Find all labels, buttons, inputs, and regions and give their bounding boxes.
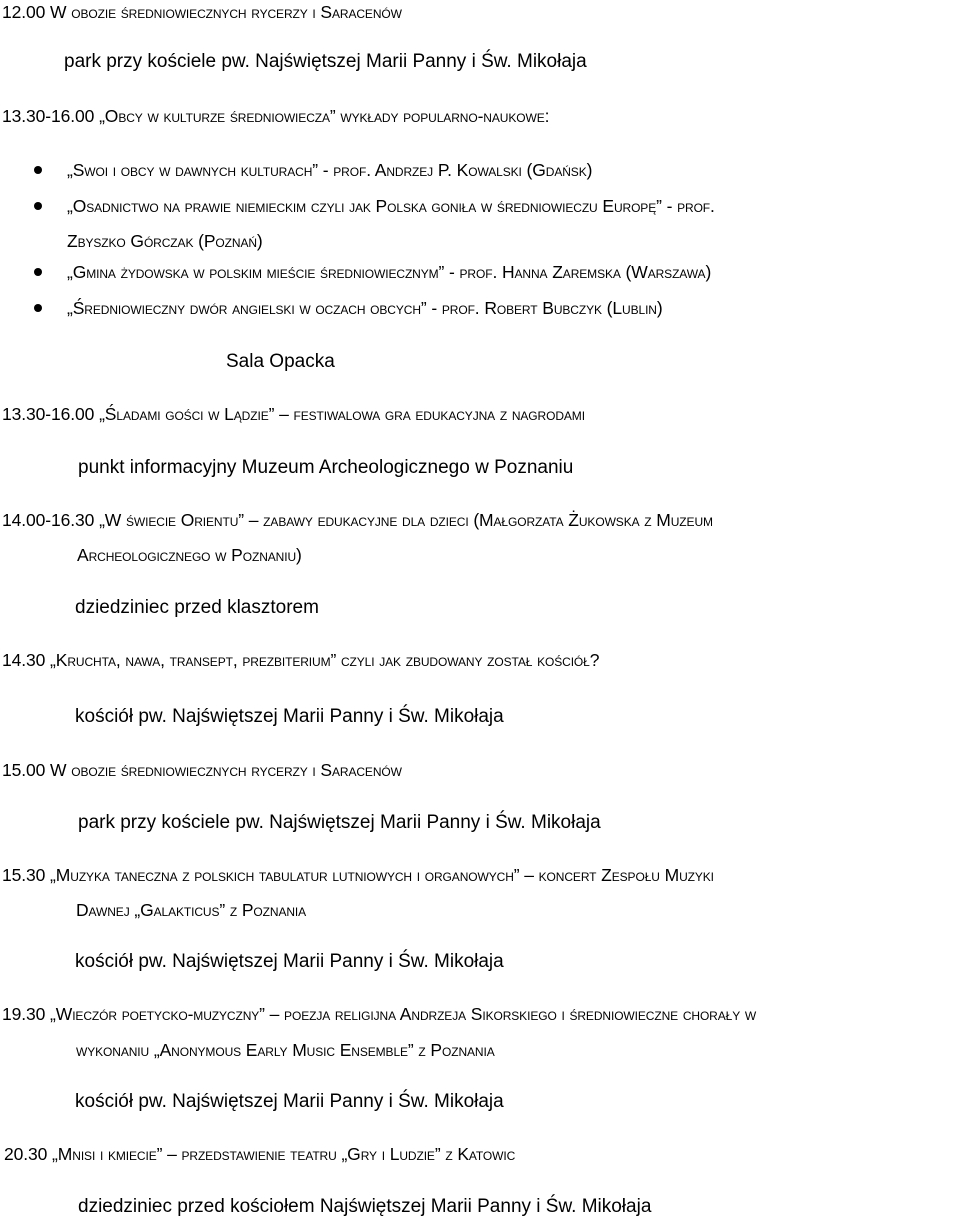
event-line: 14.30 „Kruchta, nawa, transept, prezbiterium” czyli jak zbudowany został kościół? <box>2 650 600 670</box>
event-location: punkt informacyjny Muzeum Archeologicznego w Poznaniu <box>78 457 574 478</box>
event-line: 15.30 „Muzyka taneczna z polskich tabulatur lutniowych i organowych” – koncert Zespołu Muzyki <box>2 865 714 885</box>
lecture-item: „Gmina żydowska w polskim mieście średniowiecznym” - prof. Hanna Zaremska (Warszawa) <box>67 262 712 282</box>
bullet-icon <box>34 202 42 210</box>
bullet-icon <box>34 304 42 312</box>
event-line: 19.30 „Wieczór poetycko-muzyczny” – poezja religijna Andrzeja Sikorskiego i średniowieczne chorały w <box>2 1004 757 1024</box>
event-line: 13.30-16.00 „Obcy w kulturze średniowiecza” wykłady popularno-naukowe: <box>2 106 550 126</box>
event-location: park przy kościele pw. Najświętszej Marii Panny i Św. Mikołaja <box>64 51 587 72</box>
event-line: 20.30 „Mnisi i kmiecie” – przedstawienie teatru „Gry i Ludzie” z Katowic <box>4 1144 516 1164</box>
event-line-continued: Dawnej „Galakticus” z Poznania <box>76 900 307 920</box>
event-line: 15.00 W obozie średniowiecznych rycerzy i Saracenów <box>2 760 402 780</box>
event-line: 14.00-16.30 „W świecie Orientu” – zabawy edukacyjne dla dzieci (Małgorzata Żukowska z Muzeum <box>2 510 713 530</box>
event-line: 13.30-16.00 „Śladami gości w Lądzie” – festiwalowa gra edukacyjna z nagrodami <box>2 404 585 424</box>
event-line: 12.00 W obozie średniowiecznych rycerzy i Saracenów <box>2 2 402 22</box>
event-location: park przy kościele pw. Najświętszej Marii Panny i Św. Mikołaja <box>78 812 601 833</box>
lecture-item: „Swoi i obcy w dawnych kulturach” - prof. Andrzej P. Kowalski (Gdańsk) <box>67 160 593 180</box>
event-location: kościół pw. Najświętszej Marii Panny i Św. Mikołaja <box>75 706 504 727</box>
bullet-icon <box>34 268 42 276</box>
event-line-continued: Archeologicznego w Poznaniu) <box>77 545 302 565</box>
event-location: kościół pw. Najświętszej Marii Panny i Św. Mikołaja <box>75 1091 504 1112</box>
lecture-item-continued: Zbyszko Górczak (Poznań) <box>67 231 263 251</box>
lecture-item: „Średniowieczny dwór angielski w oczach obcych” - prof. Robert Bubczyk (Lublin) <box>67 298 663 318</box>
event-line-continued: wykonaniu „Anonymous Early Music Ensemble” z Poznania <box>76 1040 495 1060</box>
event-location: Sala Opacka <box>226 351 335 372</box>
lecture-item: „Osadnictwo na prawie niemieckim czyli jak Polska goniła w średniowieczu Europę” - prof. <box>67 196 715 216</box>
event-location: dziedziniec przed klasztorem <box>75 597 319 618</box>
event-location: dziedziniec przed kościołem Najświętszej Marii Panny i Św. Mikołaja <box>78 1196 652 1217</box>
bullet-icon <box>34 166 42 174</box>
event-location: kościół pw. Najświętszej Marii Panny i Św. Mikołaja <box>75 951 504 972</box>
